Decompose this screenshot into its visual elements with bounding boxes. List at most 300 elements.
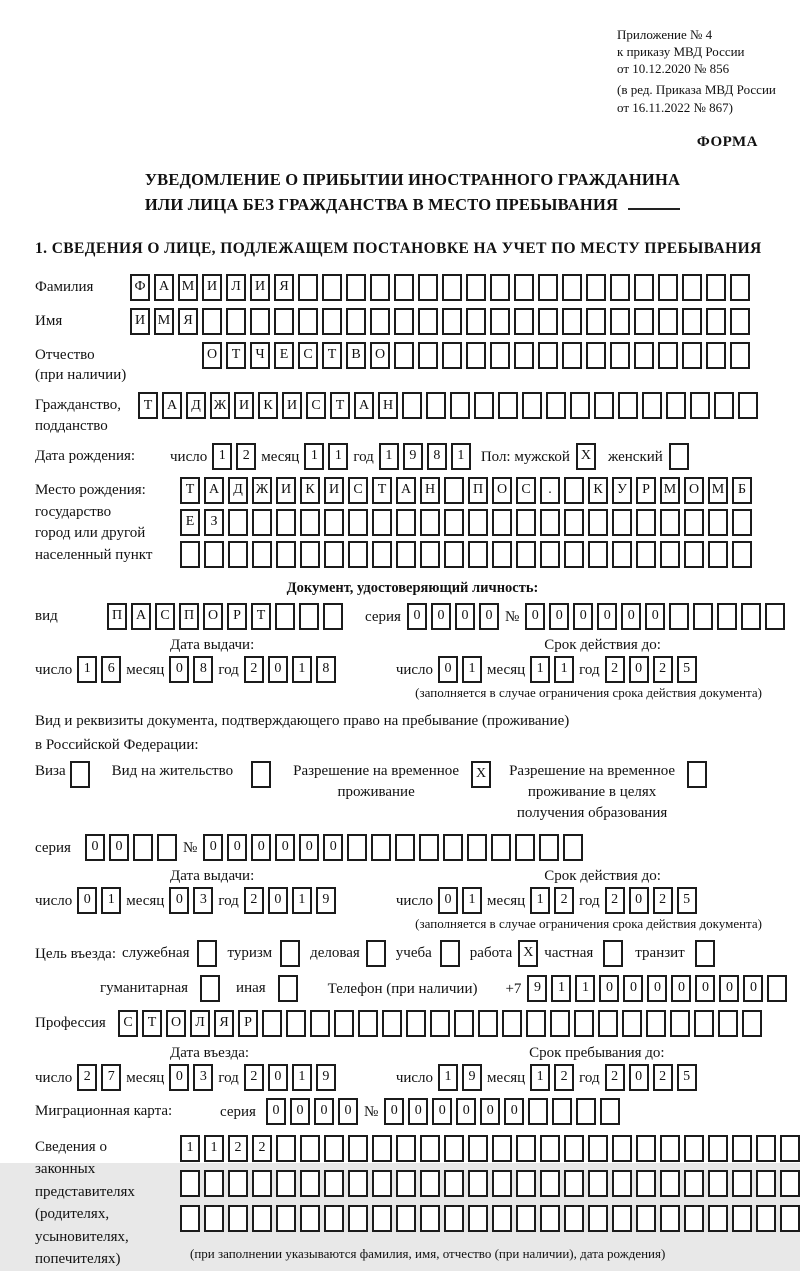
char-cell[interactable] xyxy=(658,274,678,301)
char-cell[interactable] xyxy=(468,1205,488,1232)
char-cell[interactable] xyxy=(540,1205,560,1232)
char-cell[interactable] xyxy=(430,1010,450,1037)
char-cell[interactable] xyxy=(420,541,440,568)
char-cell[interactable]: 1 xyxy=(551,975,571,1002)
char-cell[interactable]: 0 xyxy=(525,603,545,630)
char-cell[interactable]: П xyxy=(107,603,127,630)
char-cell[interactable]: 9 xyxy=(403,443,423,470)
char-cell[interactable] xyxy=(730,342,750,369)
char-cell[interactable] xyxy=(780,1205,800,1232)
char-cell[interactable] xyxy=(300,1135,320,1162)
char-cell[interactable] xyxy=(742,1010,762,1037)
char-cell[interactable]: 1 xyxy=(379,443,399,470)
char-cell[interactable] xyxy=(444,1205,464,1232)
char-cell[interactable]: П xyxy=(468,477,488,504)
char-cell[interactable] xyxy=(708,1170,728,1197)
char-cell[interactable]: Р xyxy=(238,1010,258,1037)
char-cell[interactable] xyxy=(714,392,734,419)
char-cell[interactable] xyxy=(684,1205,704,1232)
char-cell[interactable] xyxy=(732,1135,752,1162)
char-cell[interactable] xyxy=(372,509,392,536)
char-cell[interactable] xyxy=(204,1205,224,1232)
char-cell[interactable]: 1 xyxy=(530,887,550,914)
char-cell[interactable] xyxy=(444,1135,464,1162)
char-cell[interactable] xyxy=(682,274,702,301)
char-cell[interactable] xyxy=(324,1170,344,1197)
char-cell[interactable] xyxy=(514,342,534,369)
char-cell[interactable]: А xyxy=(154,274,174,301)
char-cell[interactable] xyxy=(228,509,248,536)
char-cell[interactable]: Б xyxy=(732,477,752,504)
char-cell[interactable] xyxy=(695,940,715,967)
char-cell[interactable]: К xyxy=(588,477,608,504)
char-cell[interactable] xyxy=(706,342,726,369)
char-cell[interactable] xyxy=(694,1010,714,1037)
char-cell[interactable] xyxy=(275,603,295,630)
char-cell[interactable] xyxy=(454,1010,474,1037)
char-cell[interactable]: 0 xyxy=(169,656,189,683)
char-cell[interactable]: 0 xyxy=(432,1098,452,1125)
char-cell[interactable]: 0 xyxy=(573,603,593,630)
char-cell[interactable] xyxy=(516,541,536,568)
char-cell[interactable]: 0 xyxy=(438,887,458,914)
char-cell[interactable] xyxy=(280,940,300,967)
char-cell[interactable] xyxy=(563,834,583,861)
char-cell[interactable]: Т xyxy=(251,603,271,630)
char-cell[interactable] xyxy=(371,834,391,861)
char-cell[interactable] xyxy=(730,274,750,301)
char-cell[interactable] xyxy=(684,1170,704,1197)
char-cell[interactable] xyxy=(636,509,656,536)
char-cell[interactable] xyxy=(200,975,220,1002)
char-cell[interactable] xyxy=(516,1205,536,1232)
char-cell[interactable]: X xyxy=(518,940,538,967)
char-cell[interactable] xyxy=(767,975,787,1002)
char-cell[interactable] xyxy=(564,1205,584,1232)
char-cell[interactable]: 2 xyxy=(252,1135,272,1162)
char-cell[interactable] xyxy=(610,274,630,301)
char-cell[interactable] xyxy=(348,1170,368,1197)
char-cell[interactable]: Т xyxy=(372,477,392,504)
char-cell[interactable]: Ч xyxy=(250,342,270,369)
char-cell[interactable] xyxy=(552,1098,572,1125)
char-cell[interactable] xyxy=(251,761,271,788)
char-cell[interactable] xyxy=(564,477,584,504)
char-cell[interactable]: О xyxy=(202,342,222,369)
char-cell[interactable] xyxy=(538,342,558,369)
char-cell[interactable] xyxy=(528,1098,548,1125)
char-cell[interactable] xyxy=(670,1010,690,1037)
char-cell[interactable]: 1 xyxy=(451,443,471,470)
char-cell[interactable] xyxy=(396,541,416,568)
char-cell[interactable] xyxy=(730,308,750,335)
char-cell[interactable] xyxy=(298,308,318,335)
char-cell[interactable]: 1 xyxy=(212,443,232,470)
char-cell[interactable]: 1 xyxy=(328,443,348,470)
char-cell[interactable]: 1 xyxy=(530,1064,550,1091)
char-cell[interactable]: 0 xyxy=(623,975,643,1002)
char-cell[interactable] xyxy=(586,274,606,301)
char-cell[interactable]: Ж xyxy=(252,477,272,504)
char-cell[interactable]: 2 xyxy=(653,656,673,683)
char-cell[interactable] xyxy=(406,1010,426,1037)
char-cell[interactable]: И xyxy=(282,392,302,419)
char-cell[interactable] xyxy=(252,509,272,536)
char-cell[interactable]: 1 xyxy=(575,975,595,1002)
char-cell[interactable] xyxy=(588,1135,608,1162)
char-cell[interactable] xyxy=(492,509,512,536)
char-cell[interactable] xyxy=(658,308,678,335)
char-cell[interactable] xyxy=(490,308,510,335)
char-cell[interactable] xyxy=(706,274,726,301)
char-cell[interactable]: 0 xyxy=(203,834,223,861)
char-cell[interactable] xyxy=(444,477,464,504)
char-cell[interactable]: 3 xyxy=(193,1064,213,1091)
char-cell[interactable] xyxy=(564,509,584,536)
char-cell[interactable] xyxy=(467,834,487,861)
char-cell[interactable] xyxy=(642,392,662,419)
char-cell[interactable] xyxy=(334,1010,354,1037)
char-cell[interactable]: 9 xyxy=(316,887,336,914)
char-cell[interactable] xyxy=(588,509,608,536)
char-cell[interactable] xyxy=(732,541,752,568)
char-cell[interactable] xyxy=(180,1170,200,1197)
char-cell[interactable] xyxy=(646,1010,666,1037)
char-cell[interactable] xyxy=(570,392,590,419)
char-cell[interactable] xyxy=(732,1170,752,1197)
char-cell[interactable] xyxy=(382,1010,402,1037)
char-cell[interactable]: 0 xyxy=(504,1098,524,1125)
char-cell[interactable]: 0 xyxy=(384,1098,404,1125)
char-cell[interactable] xyxy=(276,1205,296,1232)
char-cell[interactable] xyxy=(539,834,559,861)
char-cell[interactable]: . xyxy=(540,477,560,504)
char-cell[interactable] xyxy=(442,274,462,301)
char-cell[interactable]: 1 xyxy=(530,656,550,683)
char-cell[interactable] xyxy=(250,308,270,335)
char-cell[interactable] xyxy=(502,1010,522,1037)
char-cell[interactable]: С xyxy=(306,392,326,419)
char-cell[interactable]: М xyxy=(708,477,728,504)
char-cell[interactable] xyxy=(538,274,558,301)
char-cell[interactable]: 2 xyxy=(228,1135,248,1162)
char-cell[interactable] xyxy=(474,392,494,419)
char-cell[interactable] xyxy=(347,834,367,861)
char-cell[interactable] xyxy=(324,1205,344,1232)
char-cell[interactable] xyxy=(562,308,582,335)
char-cell[interactable]: А xyxy=(204,477,224,504)
char-cell[interactable] xyxy=(419,834,439,861)
char-cell[interactable] xyxy=(204,541,224,568)
char-cell[interactable]: Д xyxy=(228,477,248,504)
char-cell[interactable]: Д xyxy=(186,392,206,419)
char-cell[interactable]: М xyxy=(154,308,174,335)
char-cell[interactable] xyxy=(394,308,414,335)
char-cell[interactable] xyxy=(684,509,704,536)
char-cell[interactable] xyxy=(562,274,582,301)
char-cell[interactable]: 0 xyxy=(266,1098,286,1125)
char-cell[interactable] xyxy=(324,1135,344,1162)
char-cell[interactable]: 0 xyxy=(290,1098,310,1125)
char-cell[interactable] xyxy=(418,342,438,369)
char-cell[interactable] xyxy=(180,541,200,568)
char-cell[interactable] xyxy=(636,1205,656,1232)
char-cell[interactable]: 1 xyxy=(292,887,312,914)
char-cell[interactable] xyxy=(300,509,320,536)
char-cell[interactable]: 5 xyxy=(677,1064,697,1091)
char-cell[interactable] xyxy=(540,509,560,536)
char-cell[interactable]: 0 xyxy=(407,603,427,630)
char-cell[interactable]: X xyxy=(576,443,596,470)
char-cell[interactable]: 0 xyxy=(268,887,288,914)
char-cell[interactable] xyxy=(252,541,272,568)
char-cell[interactable] xyxy=(278,975,298,1002)
char-cell[interactable]: 0 xyxy=(438,656,458,683)
char-cell[interactable]: 5 xyxy=(677,887,697,914)
char-cell[interactable] xyxy=(708,541,728,568)
char-cell[interactable]: X xyxy=(471,761,491,788)
char-cell[interactable]: Т xyxy=(330,392,350,419)
char-cell[interactable]: 7 xyxy=(101,1064,121,1091)
char-cell[interactable] xyxy=(603,940,623,967)
char-cell[interactable]: 2 xyxy=(653,1064,673,1091)
char-cell[interactable] xyxy=(612,541,632,568)
char-cell[interactable] xyxy=(420,1170,440,1197)
char-cell[interactable] xyxy=(466,308,486,335)
char-cell[interactable]: 1 xyxy=(438,1064,458,1091)
char-cell[interactable] xyxy=(443,834,463,861)
char-cell[interactable]: Л xyxy=(226,274,246,301)
char-cell[interactable]: 0 xyxy=(743,975,763,1002)
char-cell[interactable]: 1 xyxy=(554,656,574,683)
char-cell[interactable] xyxy=(718,1010,738,1037)
char-cell[interactable] xyxy=(444,1170,464,1197)
char-cell[interactable]: 2 xyxy=(77,1064,97,1091)
char-cell[interactable]: И xyxy=(234,392,254,419)
char-cell[interactable] xyxy=(708,1205,728,1232)
char-cell[interactable]: 1 xyxy=(180,1135,200,1162)
char-cell[interactable] xyxy=(442,342,462,369)
char-cell[interactable]: 1 xyxy=(77,656,97,683)
char-cell[interactable] xyxy=(550,1010,570,1037)
char-cell[interactable] xyxy=(274,308,294,335)
char-cell[interactable] xyxy=(756,1135,776,1162)
char-cell[interactable] xyxy=(660,1170,680,1197)
char-cell[interactable] xyxy=(468,1170,488,1197)
char-cell[interactable]: Т xyxy=(180,477,200,504)
char-cell[interactable] xyxy=(70,761,90,788)
char-cell[interactable] xyxy=(490,342,510,369)
char-cell[interactable] xyxy=(612,1205,632,1232)
char-cell[interactable] xyxy=(618,392,638,419)
char-cell[interactable]: Я xyxy=(178,308,198,335)
char-cell[interactable] xyxy=(396,509,416,536)
char-cell[interactable]: 3 xyxy=(193,887,213,914)
char-cell[interactable] xyxy=(420,509,440,536)
char-cell[interactable]: 0 xyxy=(629,656,649,683)
char-cell[interactable]: П xyxy=(179,603,199,630)
char-cell[interactable] xyxy=(442,308,462,335)
char-cell[interactable]: С xyxy=(298,342,318,369)
char-cell[interactable]: 9 xyxy=(316,1064,336,1091)
char-cell[interactable]: Р xyxy=(636,477,656,504)
char-cell[interactable] xyxy=(468,1135,488,1162)
char-cell[interactable] xyxy=(346,308,366,335)
char-cell[interactable] xyxy=(372,1205,392,1232)
char-cell[interactable]: 0 xyxy=(169,887,189,914)
char-cell[interactable]: 2 xyxy=(605,887,625,914)
char-cell[interactable]: И xyxy=(250,274,270,301)
char-cell[interactable]: 2 xyxy=(605,656,625,683)
char-cell[interactable] xyxy=(588,541,608,568)
char-cell[interactable]: А xyxy=(131,603,151,630)
char-cell[interactable]: 0 xyxy=(323,834,343,861)
char-cell[interactable] xyxy=(564,1170,584,1197)
char-cell[interactable] xyxy=(660,1135,680,1162)
char-cell[interactable] xyxy=(466,274,486,301)
char-cell[interactable] xyxy=(228,541,248,568)
char-cell[interactable]: 0 xyxy=(480,1098,500,1125)
char-cell[interactable]: У xyxy=(612,477,632,504)
char-cell[interactable] xyxy=(540,541,560,568)
char-cell[interactable] xyxy=(622,1010,642,1037)
char-cell[interactable] xyxy=(262,1010,282,1037)
char-cell[interactable] xyxy=(538,308,558,335)
char-cell[interactable] xyxy=(402,392,422,419)
char-cell[interactable]: С xyxy=(348,477,368,504)
char-cell[interactable]: О xyxy=(684,477,704,504)
char-cell[interactable] xyxy=(396,1205,416,1232)
char-cell[interactable]: 0 xyxy=(479,603,499,630)
char-cell[interactable] xyxy=(228,1205,248,1232)
char-cell[interactable]: 0 xyxy=(338,1098,358,1125)
char-cell[interactable] xyxy=(612,1135,632,1162)
char-cell[interactable]: 2 xyxy=(554,887,574,914)
char-cell[interactable] xyxy=(322,308,342,335)
char-cell[interactable] xyxy=(492,1205,512,1232)
char-cell[interactable] xyxy=(756,1170,776,1197)
char-cell[interactable]: 2 xyxy=(605,1064,625,1091)
char-cell[interactable]: 1 xyxy=(101,887,121,914)
char-cell[interactable]: Е xyxy=(274,342,294,369)
char-cell[interactable]: Н xyxy=(420,477,440,504)
char-cell[interactable] xyxy=(660,509,680,536)
char-cell[interactable] xyxy=(276,509,296,536)
char-cell[interactable] xyxy=(562,342,582,369)
char-cell[interactable]: В xyxy=(346,342,366,369)
char-cell[interactable] xyxy=(636,1135,656,1162)
char-cell[interactable]: 0 xyxy=(77,887,97,914)
char-cell[interactable] xyxy=(450,392,470,419)
char-cell[interactable] xyxy=(540,1135,560,1162)
char-cell[interactable] xyxy=(732,1205,752,1232)
char-cell[interactable] xyxy=(396,1170,416,1197)
char-cell[interactable] xyxy=(514,308,534,335)
char-cell[interactable] xyxy=(348,1135,368,1162)
char-cell[interactable]: Я xyxy=(274,274,294,301)
char-cell[interactable]: А xyxy=(162,392,182,419)
char-cell[interactable]: Р xyxy=(227,603,247,630)
char-cell[interactable] xyxy=(395,834,415,861)
char-cell[interactable] xyxy=(372,1135,392,1162)
char-cell[interactable]: 2 xyxy=(244,887,264,914)
char-cell[interactable] xyxy=(717,603,737,630)
char-cell[interactable] xyxy=(636,1170,656,1197)
char-cell[interactable] xyxy=(612,509,632,536)
char-cell[interactable]: 0 xyxy=(621,603,641,630)
char-cell[interactable]: И xyxy=(324,477,344,504)
char-cell[interactable]: 1 xyxy=(292,656,312,683)
char-cell[interactable]: Т xyxy=(138,392,158,419)
char-cell[interactable] xyxy=(394,342,414,369)
char-cell[interactable]: 2 xyxy=(236,443,256,470)
char-cell[interactable] xyxy=(202,308,222,335)
char-cell[interactable]: 0 xyxy=(268,656,288,683)
char-cell[interactable]: М xyxy=(660,477,680,504)
char-cell[interactable] xyxy=(204,1170,224,1197)
char-cell[interactable] xyxy=(708,1135,728,1162)
char-cell[interactable]: 0 xyxy=(299,834,319,861)
char-cell[interactable] xyxy=(588,1205,608,1232)
char-cell[interactable]: 0 xyxy=(169,1064,189,1091)
char-cell[interactable] xyxy=(300,1170,320,1197)
char-cell[interactable] xyxy=(610,308,630,335)
char-cell[interactable]: 0 xyxy=(629,887,649,914)
char-cell[interactable] xyxy=(576,1098,596,1125)
char-cell[interactable] xyxy=(564,541,584,568)
char-cell[interactable] xyxy=(612,1170,632,1197)
char-cell[interactable] xyxy=(276,541,296,568)
char-cell[interactable] xyxy=(418,308,438,335)
char-cell[interactable] xyxy=(610,342,630,369)
char-cell[interactable]: Я xyxy=(214,1010,234,1037)
char-cell[interactable] xyxy=(526,1010,546,1037)
char-cell[interactable]: О xyxy=(203,603,223,630)
char-cell[interactable]: О xyxy=(492,477,512,504)
char-cell[interactable]: О xyxy=(370,342,390,369)
char-cell[interactable] xyxy=(669,603,689,630)
char-cell[interactable]: С xyxy=(155,603,175,630)
char-cell[interactable] xyxy=(228,1170,248,1197)
char-cell[interactable] xyxy=(574,1010,594,1037)
char-cell[interactable]: Н xyxy=(378,392,398,419)
char-cell[interactable] xyxy=(516,509,536,536)
char-cell[interactable] xyxy=(780,1170,800,1197)
char-cell[interactable] xyxy=(564,1135,584,1162)
char-cell[interactable] xyxy=(276,1170,296,1197)
char-cell[interactable] xyxy=(588,1170,608,1197)
char-cell[interactable] xyxy=(586,342,606,369)
char-cell[interactable] xyxy=(514,274,534,301)
char-cell[interactable] xyxy=(498,392,518,419)
char-cell[interactable] xyxy=(546,392,566,419)
char-cell[interactable]: 0 xyxy=(275,834,295,861)
char-cell[interactable]: 0 xyxy=(408,1098,428,1125)
char-cell[interactable]: З xyxy=(204,509,224,536)
char-cell[interactable]: 6 xyxy=(101,656,121,683)
char-cell[interactable]: 1 xyxy=(462,656,482,683)
char-cell[interactable] xyxy=(300,1205,320,1232)
char-cell[interactable] xyxy=(660,1205,680,1232)
char-cell[interactable] xyxy=(180,1205,200,1232)
char-cell[interactable] xyxy=(133,834,153,861)
char-cell[interactable] xyxy=(324,509,344,536)
char-cell[interactable]: А xyxy=(354,392,374,419)
char-cell[interactable]: 0 xyxy=(549,603,569,630)
char-cell[interactable]: 1 xyxy=(292,1064,312,1091)
char-cell[interactable]: 0 xyxy=(456,1098,476,1125)
char-cell[interactable]: Т xyxy=(142,1010,162,1037)
